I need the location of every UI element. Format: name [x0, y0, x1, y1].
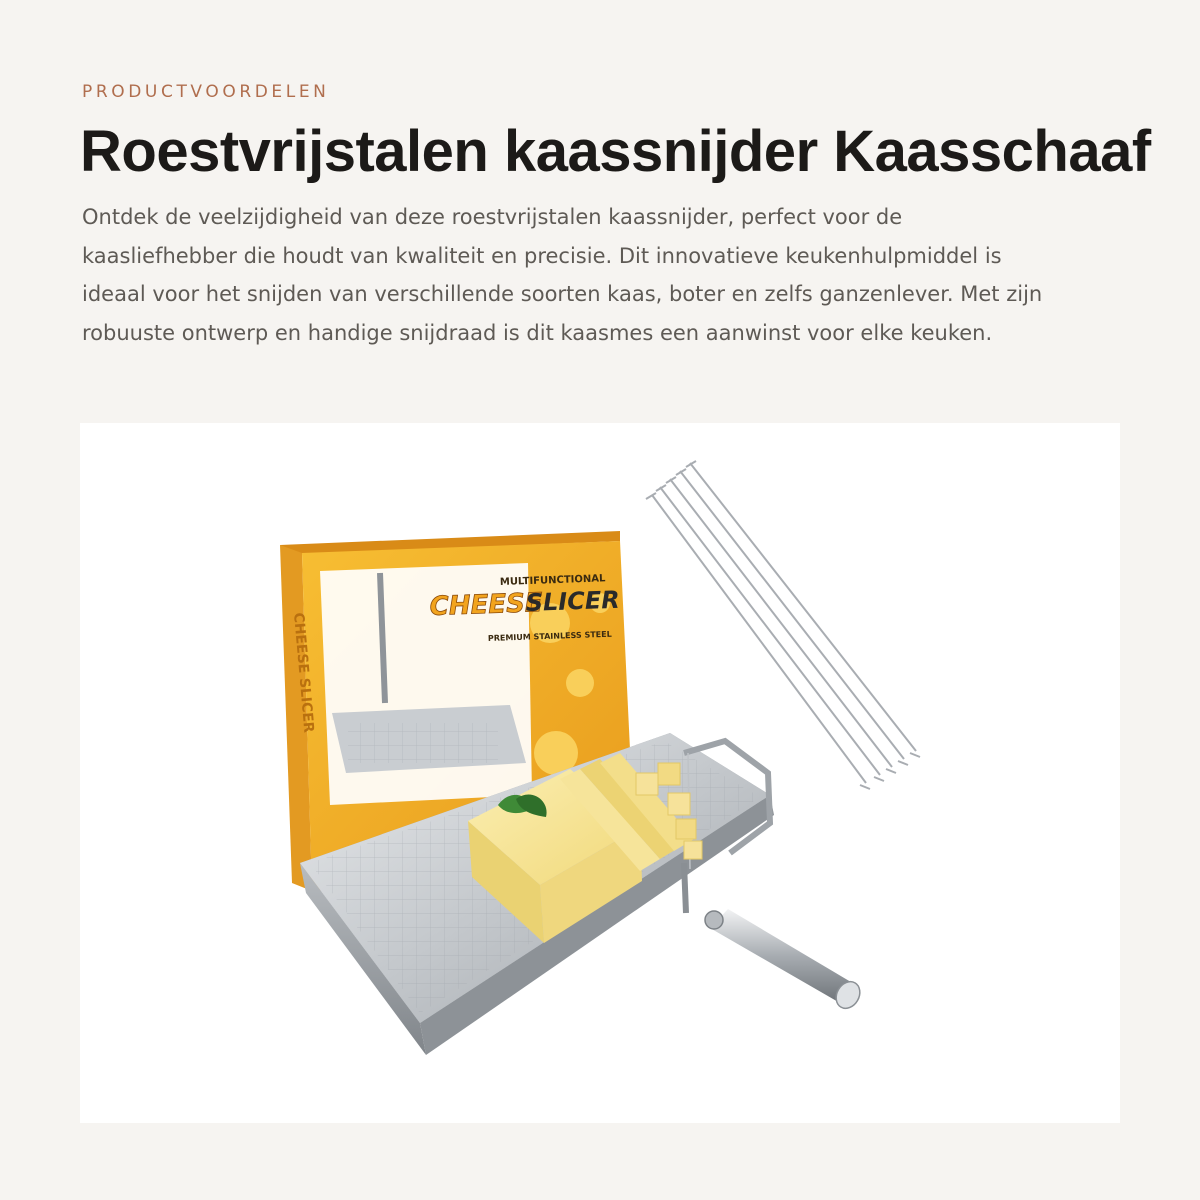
product-photo: [80, 423, 1120, 1123]
cheese-slicer-illustration: [80, 423, 1120, 1123]
box-side-label: CHEESE SLICER: [290, 611, 317, 734]
box-top-label: MULTIFUNCTIONAL: [499, 573, 606, 588]
box-brand-word-2: SLICER: [525, 585, 621, 617]
eyebrow-label: PRODUCTVOORDELEN: [82, 82, 330, 102]
slicer-handle: [705, 909, 865, 1013]
box-tagline: PREMIUM STAINLESS STEEL: [487, 629, 612, 643]
product-description: Ontdek de veelzijdigheid van deze roestvrijstalen kaassnijder, perfect voor de kaasliefhebber die houdt van kwaliteit en precisie. Dit innovatieve keukenhulpmiddel is ideaal voor het snijden van verschillende soorten kaas, boter en zelfs ganzenlever. Met zijn robuuste ontwerp en handige snijdraad is dit kaasmes een aanwinst voor elke keuken.: [82, 205, 1043, 345]
box-brand-word-1: CHEESE: [429, 588, 544, 622]
replacement-wires: [646, 461, 920, 789]
page-title: Roestvrijstalen kaassnijder Kaasschaaf: [80, 119, 1151, 184]
